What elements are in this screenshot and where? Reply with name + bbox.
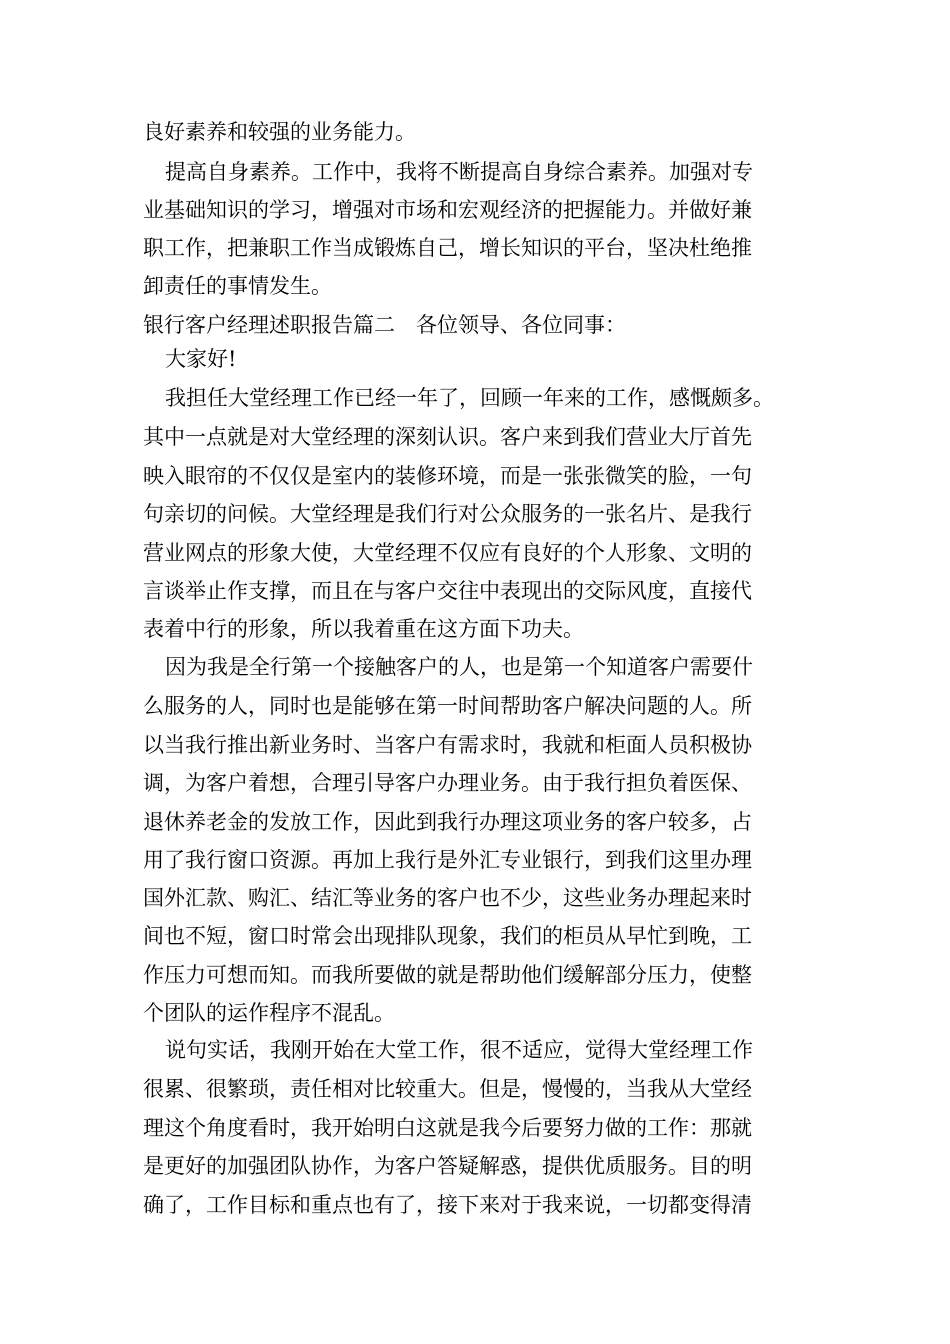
text-line: 确了，工作目标和重点也有了，接下来对于我来说，一切都变得清 [143,1193,752,1217]
text-line: 映入眼帘的不仅仅是室内的装修环境，而是一张张微笑的脸，一句 [143,464,752,488]
text-line: 很累、很繁琐，责任相对比较重大。但是，慢慢的，当我从大堂经 [143,1077,752,1101]
text-line: 其中一点就是对大堂经理的深刻认识。客户来到我们营业大厅首先 [143,425,752,449]
text-line: 是更好的加强团队协作，为客户答疑解惑，提供优质服务。目的明 [143,1154,752,1178]
text-line: 以当我行推出新业务时、当客户有需求时，我就和柜面人员积极协 [143,733,752,757]
text-line: 用了我行窗口资源。再加上我行是外汇专业银行，到我们这里办理 [143,848,752,872]
text-line: 业基础知识的学习，增强对市场和宏观经济的把握能力。并做好兼 [143,198,752,222]
text-line: 国外汇款、购汇、结汇等业务的客户也不少，这些业务办理起来时 [143,886,752,910]
text-line: 个团队的运作程序不混乱。 [143,1001,395,1025]
text-line: 句亲切的问候。大堂经理是我们行对公众服务的一张名片、是我行 [143,502,752,526]
text-line: 卸责任的事情发生。 [143,274,332,298]
text-line: 退休养老金的发放工作，因此到我行办理这项业务的客户较多，占 [143,810,752,834]
text-line: 良好素养和较强的业务能力。 [143,120,416,144]
text-line: 理这个角度看时，我开始明白这就是我今后要努力做的工作：那就 [143,1116,752,1140]
section-heading: 银行客户经理述职报告篇二 各位领导、各位同事： [143,313,626,337]
text-line: 职工作，把兼职工作当成锻炼自己，增长知识的平台，坚决杜绝推 [143,236,752,260]
paragraph-first-line: 说句实话，我刚开始在大堂工作，很不适应，觉得大堂经理工作 [165,1038,753,1062]
text-line: 么服务的人，同时也是能够在第一时间帮助客户解决问题的人。所 [143,694,752,718]
paragraph-first-line: 提高自身素养。工作中，我将不断提高自身综合素养。加强对专 [165,160,753,184]
text-line: 间也不短，窗口时常会出现排队现象，我们的柜员从早忙到晚，工 [143,924,752,948]
text-line: 作压力可想而知。而我所要做的就是帮助他们缓解部分压力，使整 [143,963,752,987]
paragraph-first-line: 我担任大堂经理工作已经一年了，回顾一年来的工作，感慨颇多。 [165,386,774,410]
text-line: 调，为客户着想，合理引导客户办理业务。由于我行担负着医保、 [143,771,752,795]
text-line: 言谈举止作支撑，而且在与客户交往中表现出的交际风度，直接代 [143,579,752,603]
text-line: 营业网点的形象大使，大堂经理不仅应有良好的个人形象、文明的 [143,541,752,565]
paragraph-first-line: 因为我是全行第一个接触客户的人，也是第一个知道客户需要什 [165,655,753,679]
greeting-line: 大家好! [165,347,237,371]
text-line: 表着中行的形象，所以我着重在这方面下功夫。 [143,617,584,641]
